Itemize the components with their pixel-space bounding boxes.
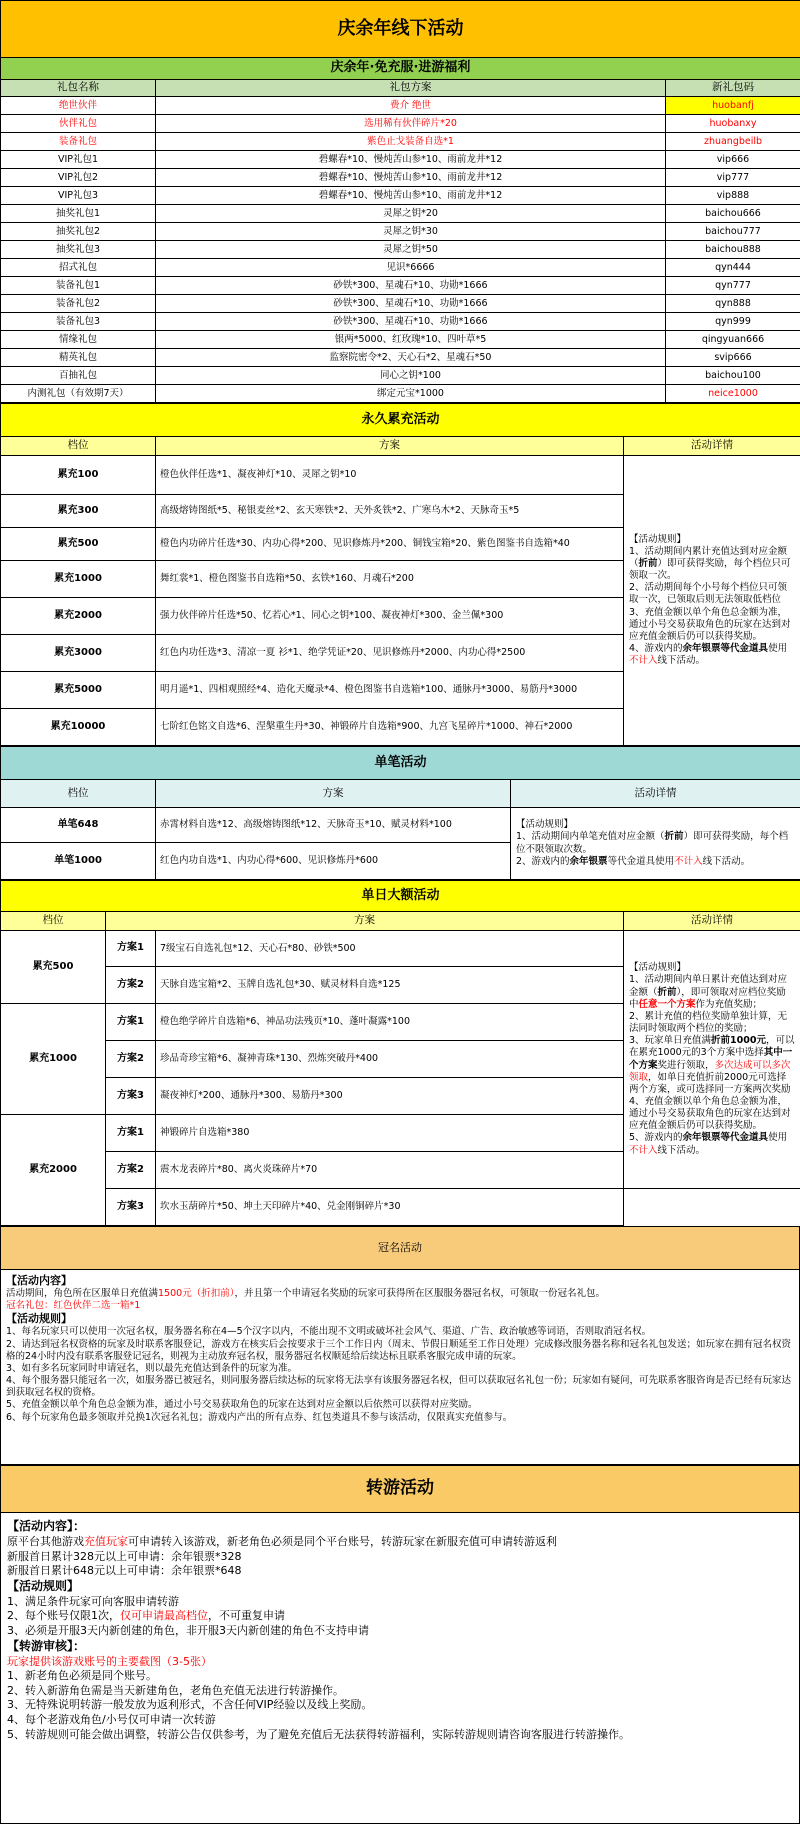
plan-cell: 凝夜神灯*200、通脉丹*300、易筋丹*300 [156,1078,624,1115]
cumulative-rules [624,456,800,746]
plan-cell: 7级宝石自选礼包*12、天心石*80、砂铁*500 [156,931,624,967]
content-line-1: 原平台其他游戏充值玩家可申请转入该游戏，新老角色必须是同个平台账号，转游玩家在新服充值可申请转游返利 [7,1534,557,1548]
option-label: 方案1 [106,931,156,967]
rule-item: 2、每个账号仅限1次，仅可申请最高档位，不可重复申请 [7,1609,285,1623]
rule-1: 1、活动期间内单日累计充值达到对应金额（折前），即可领取对应档位奖励中任意一个方案作为充值奖励； [629,974,788,1010]
gift-plan-cell: 砂铁*300、星魂石*10、功勋*1666 [156,277,666,295]
plan-cell: 震木龙表碎片*80、离火炎珠碎片*70 [156,1152,624,1189]
naming-section-title: 冠名活动 [1,1227,800,1270]
gift-plan-cell: 费介 绝世 [156,97,666,115]
naming-rights-table [0,1226,800,1465]
transfer-content [1,1513,800,1824]
gift-code-cell: baichou888 [666,241,800,259]
content-line-3: 新服首日累计648元以上可申请：余年银票*648 [7,1564,242,1578]
gift-name-cell: 抽奖礼包2 [1,223,156,241]
gift-plan-cell: 碧螺春*10、慢炖苦山参*10、雨前龙井*12 [156,151,666,169]
rule-item: 2、请达到冠名权资格的玩家及时联系客服登记，游戏方在核实后会按要求于三个工作日内（周末、节假日顺延至工作日处理）完成修改服务器名称和冠名礼包发送；如玩家在拥有冠名权资格的24小时内没有联系客服登记冠名，则视为主动放弃冠名权，服务器冠名权顺延给后续达标且联系客服完成申请的玩家。 [6,1338,792,1362]
page-title: 庆余年线下活动 [1,1,800,58]
transfer-table [0,1465,800,1824]
gift-row [1,133,800,151]
rule-5: 5、游戏内的余年银票等代金道具使用不计入线下活动。 [629,1132,788,1156]
gift-plan-cell: 紫色止戈装备自选*1 [156,133,666,151]
gift-code-table [0,0,800,403]
col-header-tier: 档位 [1,912,106,931]
rule-item: 6、每个玩家角色最多领取并兑换1次冠名礼包；游戏内产出的所有点券、红包类道具不参与该活动，仅限真实充值参与。 [6,1411,513,1423]
daily-large-table [0,880,800,1226]
content-line-2: 冠名礼包：红色伙伴二选一箱*1 [6,1300,141,1312]
content-title: 【活动内容】 [6,1274,72,1287]
col-header-detail: 活动详情 [624,912,800,931]
gift-name-cell: 内测礼包（有效期7天） [1,385,156,403]
gift-code-rows [1,97,800,403]
option-label: 方案2 [106,1152,156,1189]
tier-cell: 累充100 [1,456,156,495]
single-recharge-table [0,746,800,880]
gift-row [1,349,800,367]
gift-plan-cell: 砂铁*300、星魂石*10、功勋*1666 [156,313,666,331]
rule-item: 1、满足条件玩家可向客服申请转游 [7,1594,179,1608]
gift-code-cell: huobanfj [666,97,800,115]
col-header-gift-name: 礼包名称 [1,80,156,97]
gift-plan-cell: 碧螺春*10、慢炖苦山参*10、雨前龙井*12 [156,187,666,205]
gift-row [1,259,800,277]
naming-content [1,1270,800,1465]
plan-cell: 坎水玉葫碎片*50、坤土天印碎片*40、兑金刚铜碎片*30 [156,1189,624,1226]
gift-name-cell: 装备礼包2 [1,295,156,313]
content-title: 【活动内容】： [7,1519,86,1533]
plan-cell: 天脉自选宝箱*2、玉牌自选礼包*30、赋灵材料自选*125 [156,967,624,1004]
gift-name-cell: 伙伴礼包 [1,115,156,133]
gift-code-cell: vip888 [666,187,800,205]
welfare-section-title: 庆余年·免充服·进游福利 [1,58,800,80]
option-label: 方案2 [106,967,156,1004]
col-header-detail: 活动详情 [624,437,800,456]
option-label: 方案2 [106,1041,156,1078]
plan-cell: 神锻碎片自选箱*380 [156,1115,624,1152]
gift-name-cell: VIP礼包1 [1,151,156,169]
plan-cell: 红色内功任选*3、清凉一夏 衫*1、绝学凭证*20、见识修炼丹*2000、内功心得*2500 [156,635,624,672]
gift-name-cell: VIP礼包3 [1,187,156,205]
col-header-plan: 方案 [156,780,511,808]
rules-title: 【活动规则】 [6,1312,72,1326]
gift-row [1,169,800,187]
gift-code-cell: vip666 [666,151,800,169]
daily-section-title: 单日大额活动 [1,881,800,912]
cumulative-recharge-table [0,403,800,746]
col-header-tier: 档位 [1,780,156,808]
gift-code-cell: qingyuan666 [666,331,800,349]
gift-plan-cell: 监察院密令*2、天心石*2、星魂石*50 [156,349,666,367]
option-label: 方案1 [106,1004,156,1041]
gift-code-cell: qyn777 [666,277,800,295]
plan-cell: 明月遥*1、四相观照经*4、造化天魔录*4、橙色图鉴书自选箱*100、通脉丹*3000、易筋丹*3000 [156,672,624,709]
cumulative-rows [1,456,800,746]
rule-4: 4、充值金额以单个角色总金额为准，通过小号交易获取角色的玩家在达到对应充值金额后仍可以获得奖励。 [629,1095,791,1132]
gift-code-cell: vip777 [666,169,800,187]
gift-name-cell: 抽奖礼包1 [1,205,156,223]
review-line-1: 玩家提供该游戏账号的主要截图（3-5张） [7,1654,212,1668]
gift-code-cell: zhuangbeilb [666,133,800,151]
gift-row [1,367,800,385]
review-item: 4、每个老游戏角色/小号仅可申请一次转游 [7,1713,216,1727]
gift-row [1,277,800,295]
gift-plan-cell: 绑定元宝*1000 [156,385,666,403]
gift-code-cell: baichou777 [666,223,800,241]
gift-plan-cell: 银两*5000、红玫瑰*10、四叶草*5 [156,331,666,349]
gift-plan-cell: 砂铁*300、星魂石*10、功勋*1666 [156,295,666,313]
tier-cell: 累充5000 [1,672,156,709]
rule-1: 1、活动期间内单笔充值对应金额（折前）即可获得奖励，每个档位不限领取次数。 [516,831,789,855]
gift-code-cell: svip666 [666,349,800,367]
rule-2: 2、活动期间每个小号每个档位只可领取一次，已领取后则无法领取低档位 [629,582,788,606]
gift-code-cell: baichou666 [666,205,800,223]
plan-cell: 赤霄材料自选*12、高级熔铸图纸*12、天脉奇玉*10、赋灵材料*100 [156,808,511,843]
gift-row [1,187,800,205]
rule-item: 5、充值金额以单个角色总金额为准，通过小号交易获取角色的玩家在达到对应金额以后依然可以获得对应奖励。 [6,1399,478,1411]
tier-cell: 累充3000 [1,635,156,672]
rules-title: 【活动规则】 [629,533,687,545]
gift-plan-cell: 灵犀之钥*30 [156,223,666,241]
col-header-plan: 方案 [156,437,624,456]
gift-code-cell: qyn999 [666,313,800,331]
gift-code-cell: baichou100 [666,367,800,385]
rule-item: 3、如有多名玩家同时申请冠名，则以最先充值达到条件的玩家为准。 [6,1362,298,1374]
gift-name-cell: 装备礼包 [1,133,156,151]
content-line-1: 活动期间，角色所在区服单日充值满1500元（折扣前），并且第一个申请冠名奖励的玩家可获得所在区服服务器冠名权，可领取一份冠名礼包。 [6,1288,605,1300]
col-header-tier: 档位 [1,437,156,456]
cumulative-row [1,456,800,495]
gift-name-cell: 精英礼包 [1,349,156,367]
col-header-plan: 方案 [106,912,624,931]
rule-2: 2、游戏内的余年银票等代金道具使用不计入线下活动。 [516,855,751,867]
gift-name-cell: 情缘礼包 [1,331,156,349]
gift-name-cell: 装备礼包1 [1,277,156,295]
plan-cell: 强力伙伴碎片任选*50、忆若心*1、同心之钥*100、凝夜神灯*300、金兰佩*300 [156,598,624,635]
gift-row [1,331,800,349]
gift-name-cell: 装备礼包3 [1,313,156,331]
rule-4: 4、游戏内的余年银票等代金道具使用不计入线下活动。 [629,643,788,667]
col-header-gift-code: 新礼包码 [666,80,800,97]
tier-cell: 累充2000 [1,1115,106,1226]
option-label: 方案1 [106,1115,156,1152]
plan-cell: 橙色内功碎片任选*30、内功心得*200、见识修炼丹*200、铜钱宝箱*20、紫色图鉴书自选箱*40 [156,528,624,561]
plan-cell: 高级熔铸图纸*5、秘银麦丝*2、玄天寒铁*2、天外炙铁*2、广寒乌木*2、天脉奇玉*5 [156,495,624,528]
gift-row [1,205,800,223]
gift-name-cell: 绝世伙伴 [1,97,156,115]
gift-plan-cell: 同心之钥*100 [156,367,666,385]
single-section-title: 单笔活动 [1,747,800,780]
gift-plan-cell: 选用稀有伙伴碎片*20 [156,115,666,133]
rule-item: 3、必须是开服3天内新创建的角色，非开服3天内新创建的角色不支持申请 [7,1624,369,1638]
plan-cell: 舞红裳*1、橙色图鉴书自选箱*50、玄铁*160、月魂石*200 [156,561,624,598]
plan-cell: 红色内功自选*1、内功心得*600、见识修炼丹*600 [156,843,511,880]
plan-cell: 橙色伙伴任选*1、凝夜神灯*10、灵犀之钥*10 [156,456,624,495]
gift-plan-cell: 见识*6666 [156,259,666,277]
gift-code-cell: neice1000 [666,385,800,403]
option-label: 方案3 [106,1078,156,1115]
gift-name-cell: 招式礼包 [1,259,156,277]
gift-plan-cell: 灵犀之钥*50 [156,241,666,259]
plan-cell: 七阶红色铭文自选*6、涅槃重生丹*30、神锻碎片自选箱*900、九宫飞星碎片*1000、神石*2000 [156,709,624,746]
gift-row [1,385,800,403]
gift-row [1,241,800,259]
tier-cell: 累充10000 [1,709,156,746]
rules-title: 【活动规则】 [7,1578,80,1593]
gift-code-cell: qyn888 [666,295,800,313]
gift-code-cell: qyn444 [666,259,800,277]
rules-title: 【活动规则】 [516,819,574,831]
rule-1: 1、活动期间内累计充值达到对应金额（折前）即可获得奖励，每个档位只可领取一次。 [629,545,791,582]
review-title: 【转游审核】： [7,1638,86,1653]
gift-name-cell: VIP礼包2 [1,169,156,187]
review-item: 5、转游规则可能会做出调整，转游公告仅供参考，为了避免充值后无法获得转游福利，实际转游规则请咨询客服进行转游操作。 [7,1727,630,1741]
transfer-section-title: 转游活动 [1,1466,800,1513]
tier-cell: 累充500 [1,528,156,561]
cumulative-section-title: 永久累充活动 [1,404,800,437]
gift-row [1,97,800,115]
tier-cell: 累充2000 [1,598,156,635]
rules-title: 【活动规则】 [629,962,687,974]
rule-3: 3、玩家单日充值满折前1000元，可以在累充1000元的3个方案中选择其中一个方案奖进行领取，多次达成可以多次领取，如单日充值折前2000元可选择两个方案，或可选择同一方案两次奖励 [629,1035,795,1095]
gift-name-cell: 抽奖礼包3 [1,241,156,259]
option-label: 方案3 [106,1189,156,1226]
tier-cell: 累充300 [1,495,156,528]
tier-cell: 累充1000 [1,1004,106,1115]
review-item: 1、新老角色必须是同个账号。 [7,1669,157,1683]
col-header-detail: 活动详情 [511,780,800,808]
gift-plan-cell: 碧螺春*10、慢炖苦山参*10、雨前龙井*12 [156,169,666,187]
gift-row [1,295,800,313]
tier-cell: 累充1000 [1,561,156,598]
col-header-gift-plan: 礼包方案 [156,80,666,97]
rule-2: 2、累计充值的档位奖励单独计算，无法同时领取两个档位的奖励； [629,1010,788,1035]
gift-row [1,223,800,241]
gift-row [1,151,800,169]
plan-cell: 橙色绝学碎片自选箱*6、神品功法残页*10、蓬叶凝露*100 [156,1004,624,1041]
single-rules [511,808,800,880]
review-item: 2、转入新游角色需是当天新建角色，老角色充值无法进行转游操作。 [7,1683,344,1697]
rule-item: 1、每名玩家只可以使用一次冠名权，服务器名称在4—5个汉字以内，不能出现不文明或破坏社会风气、渠道、广告、政治敏感等词语，否则取消冠名权。 [6,1326,652,1338]
content-line-2: 新服首日累计328元以上可申请：余年银票*328 [7,1549,242,1563]
gift-row [1,313,800,331]
review-item: 3、无特殊说明转游一般发放为返利形式，不含任何VIP经验以及线上奖励。 [7,1698,373,1712]
rule-item: 4、每个服务器只能冠名一次，如服务器已被冠名，则同服务器后续达标的玩家将无法享有该服务器冠名权，但可以获取冠名礼包一份；玩家如有疑问，可先联系客服咨询是否已经有玩家达到获取冠名权的资格。 [6,1375,792,1399]
tier-cell: 累充500 [1,931,106,1004]
gift-name-cell: 百抽礼包 [1,367,156,385]
tier-cell: 单笔648 [1,808,156,843]
daily-rules [624,931,800,1189]
gift-plan-cell: 灵犀之钥*20 [156,205,666,223]
plan-cell: 珍品奇珍宝箱*6、凝神青珠*130、烈炼突破丹*400 [156,1041,624,1078]
rule-3: 3、充值金额以单个角色总金额为准，通过小号交易获取角色的玩家在达到对应充值金额后仍可以获得奖励。 [629,606,791,642]
tier-cell: 单笔1000 [1,843,156,880]
gift-code-cell: huobanxy [666,115,800,133]
gift-row [1,115,800,133]
